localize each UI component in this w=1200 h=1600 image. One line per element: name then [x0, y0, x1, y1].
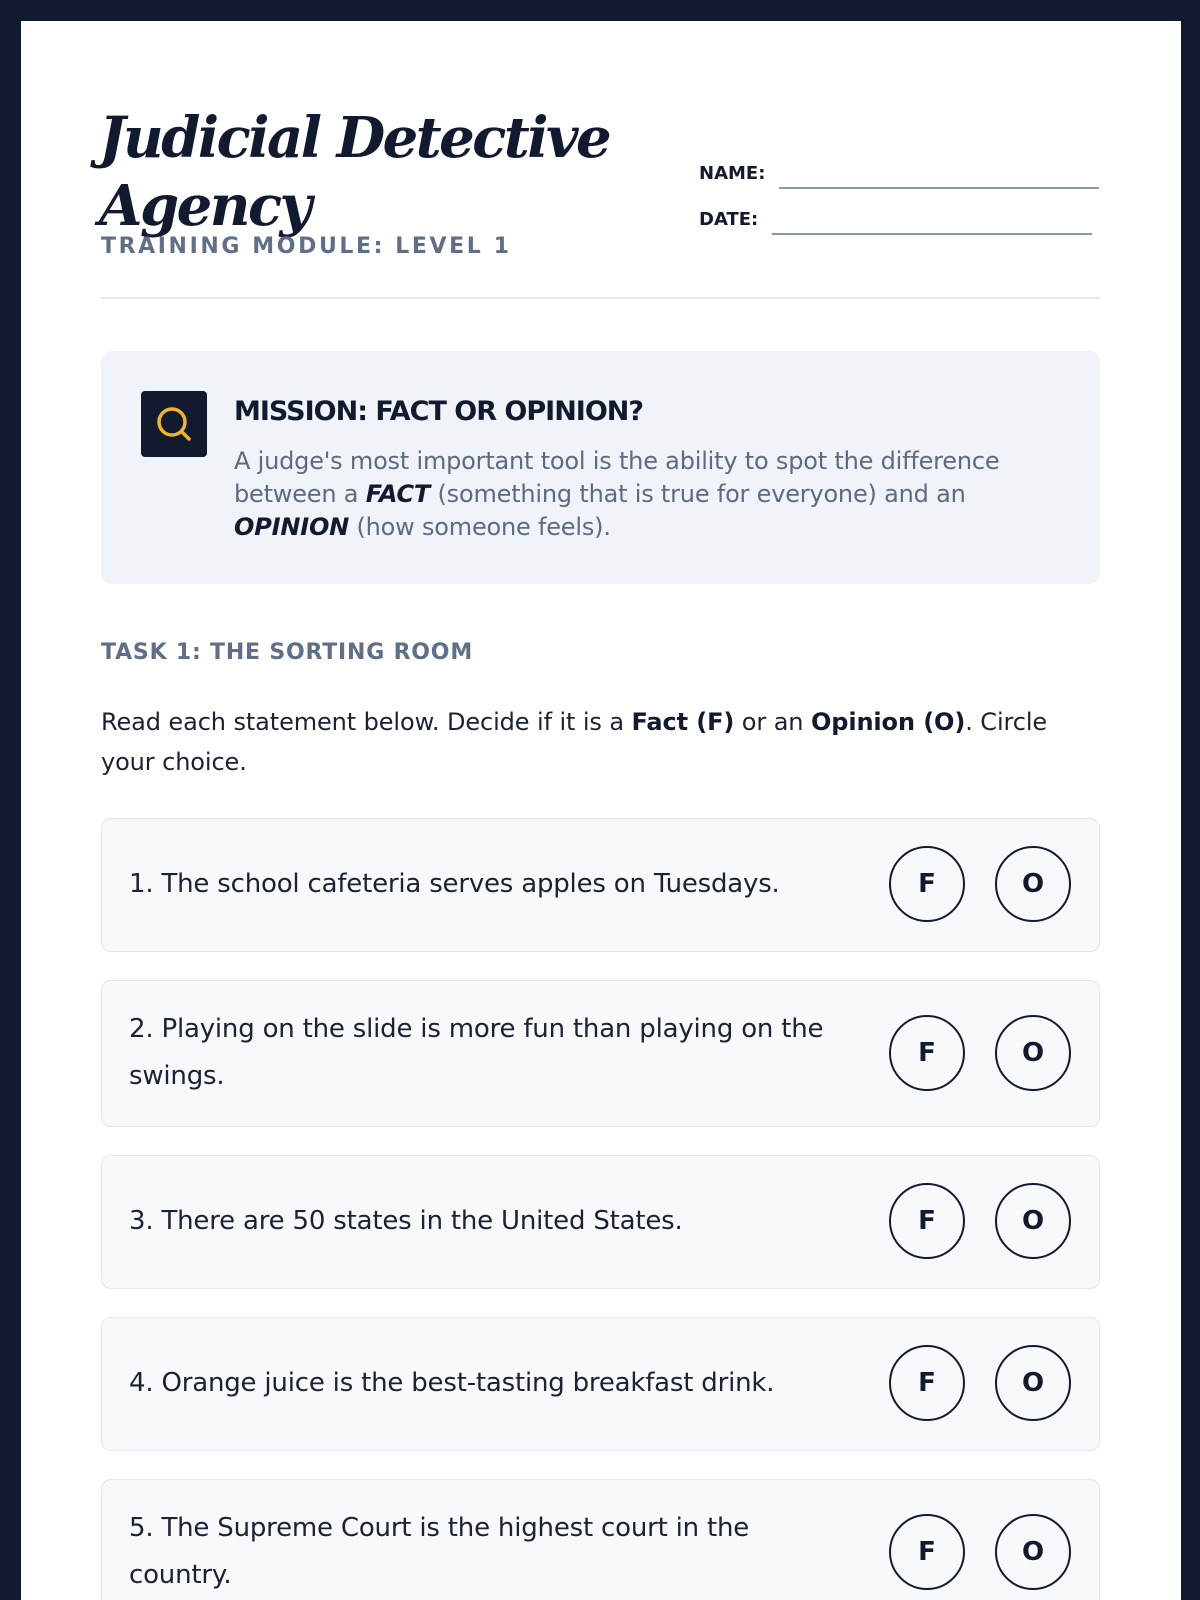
- mission-description: [234, 445, 1069, 544]
- date-line[interactable]: [772, 233, 1092, 235]
- fact-term: FACT: [365, 480, 431, 508]
- opinion-choice-label: Opinion (O): [810, 708, 966, 736]
- name-line[interactable]: [779, 187, 1099, 189]
- statement-text: 3. There are 50 states in the United States.: [129, 1206, 683, 1236]
- fact-circle-button[interactable]: F: [889, 846, 965, 922]
- statement-text: 5. The Supreme Court is the highest court in the country.: [129, 1513, 750, 1590]
- mission-text-after: (how someone feels).: [349, 513, 611, 541]
- name-label: NAME:: [699, 163, 766, 184]
- page-header: [101, 21, 1100, 299]
- instructions-before: Read each statement below. Decide if it is a: [101, 708, 632, 736]
- statement-item: [101, 980, 1100, 1127]
- mission-box: [101, 351, 1100, 584]
- opinion-circle-button[interactable]: O: [995, 1345, 1071, 1421]
- search-icon: [141, 391, 207, 457]
- instructions-middle: or an: [734, 708, 811, 736]
- fact-circle-button[interactable]: F: [889, 1183, 965, 1259]
- statement-text: 4. Orange juice is the best-tasting breakfast drink.: [129, 1368, 775, 1398]
- date-label: DATE:: [699, 209, 759, 230]
- fact-circle-button[interactable]: F: [889, 1514, 965, 1590]
- opinion-term: OPINION: [234, 513, 350, 541]
- worksheet-page: [21, 21, 1181, 1600]
- opinion-circle-button[interactable]: O: [995, 846, 1071, 922]
- statement-item: [101, 818, 1100, 952]
- opinion-circle-button[interactable]: O: [995, 1514, 1071, 1590]
- mission-title: MISSION: FACT OR OPINION?: [234, 396, 644, 427]
- task-instructions: [101, 702, 1100, 782]
- statement-text: 1. The school cafeteria serves apples on Tuesdays.: [129, 869, 780, 899]
- mission-text-middle: (something that is true for everyone) and an: [430, 480, 966, 508]
- fact-circle-button[interactable]: F: [889, 1015, 965, 1091]
- task-title: TASK 1: THE SORTING ROOM: [101, 640, 474, 665]
- statement-text: 2. Playing on the slide is more fun than playing on the swings.: [129, 1014, 824, 1091]
- date-field[interactable]: [699, 209, 1092, 231]
- opinion-circle-button[interactable]: O: [995, 1015, 1071, 1091]
- name-field[interactable]: [699, 163, 1099, 185]
- statement-item: [101, 1479, 1100, 1600]
- mission-text-before: A judge's most important tool is the ability to spot the difference between a: [234, 447, 1000, 508]
- module-subtitle: TRAINING MODULE: LEVEL 1: [101, 234, 512, 259]
- instructions-after: . Circle your choice.: [101, 708, 1048, 776]
- fact-choice-label: Fact (F): [631, 708, 735, 736]
- statement-item: [101, 1155, 1100, 1289]
- fact-circle-button[interactable]: F: [889, 1345, 965, 1421]
- statement-list: [101, 818, 1100, 1600]
- opinion-circle-button[interactable]: O: [995, 1183, 1071, 1259]
- page-title: Judicial Detective Agency: [99, 105, 610, 239]
- statement-item: [101, 1317, 1100, 1451]
